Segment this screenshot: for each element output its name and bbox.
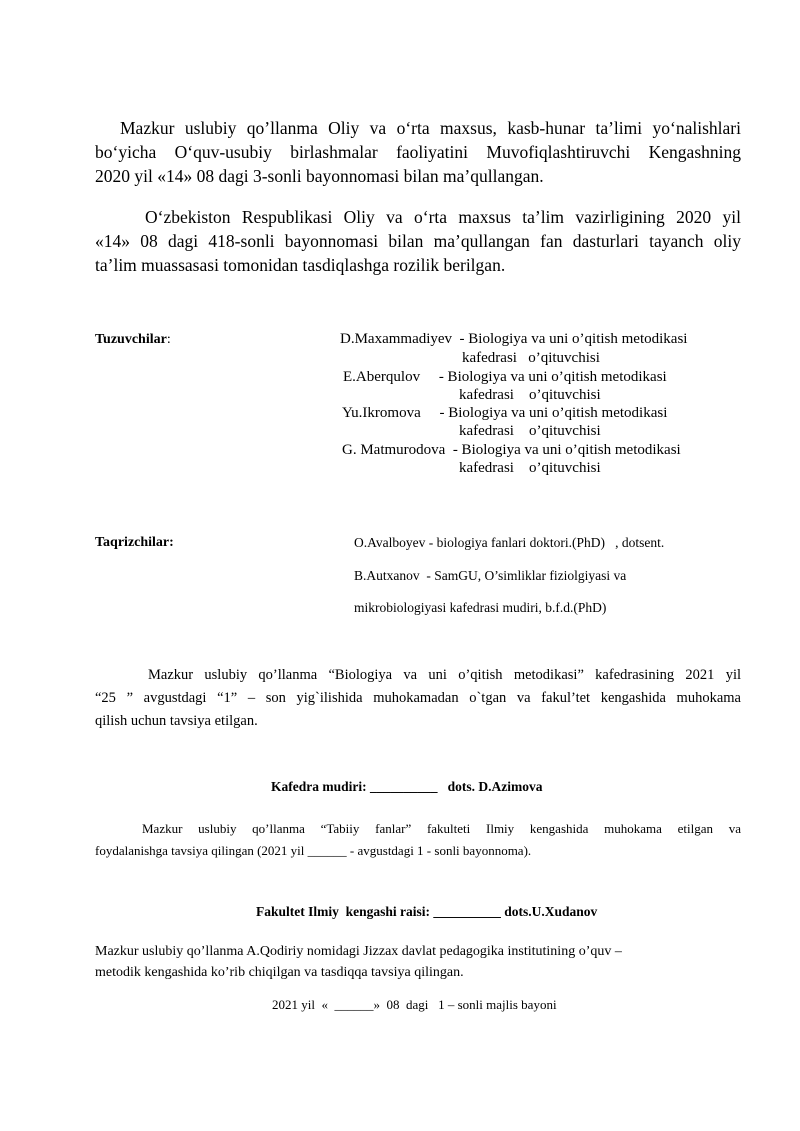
- minutes-year: 2021 yil «: [272, 997, 335, 1012]
- approval-1-line-2: bo‘yicha O‘quv-usubiy birlashmalar faoliyatini Muvofiqlashtiruvchi Kengashning: [95, 142, 741, 162]
- author-4-name: G. Matmurodova - Biologiya va uni o’qitish metodikasi: [342, 442, 681, 458]
- faculty-discussion-line-2-end: - avgustdagi 1 - sonli bayonnoma).: [346, 843, 532, 858]
- author-1-dept: kafedrasi o’qituvchisi: [462, 350, 600, 366]
- head-of-department-signature-line: [271, 779, 543, 795]
- faculty-discussion-line-1: Mazkur uslubiy qo’llanma “Tabiiy fanlar” fakulteti Ilmiy kengashida muhokama etilgan va: [142, 821, 741, 836]
- author-2-name: E.Aberqulov - Biologiya va uni o’qitish metodikasi: [343, 369, 667, 385]
- faculty-chair-label: Fakultet Ilmiy kengashi raisi:: [256, 904, 434, 919]
- institute-approval-line-2: metodik kengashida ko’rib chiqilgan va tasdiqqa tavsiya qilingan.: [95, 965, 464, 980]
- department-discussion-line-2: “25 ” avgustdagi “1” – son yig`ilishida muhokamadan o`tgan va fakul’tet kengashida muhokama: [95, 690, 741, 706]
- authors-label: [95, 332, 171, 348]
- authors-label-text: Tuzuvchilar: [95, 332, 167, 347]
- faculty-discussion-line-2-start: foydalanishga tavsiya qilingan (2021 yil: [95, 843, 308, 858]
- department-discussion-paragraph: [95, 664, 741, 733]
- minutes-day-blank: ______: [334, 997, 374, 1012]
- author-3-name: Yu.Ikromova - Biologiya va uni o’qitish metodikasi: [342, 405, 668, 421]
- faculty-discussion-line-2: [95, 840, 741, 862]
- approval-2-line-2: «14» 08 dagi 418-sonli bayonnomasi bilan ma’qullangan fan dasturlari tayanch oliy: [95, 231, 741, 251]
- department-discussion-line-1: Mazkur uslubiy qo’llanma “Biologiya va uni o’qitish metodikasi” kafedrasining 2021 yil: [148, 667, 741, 683]
- minutes-rest: » 08 dagi 1 – sonli majlis bayoni: [373, 997, 557, 1012]
- reviewer-1: O.Avalboyev - biologiya fanlari doktori.(PhD) , dotsent.: [354, 535, 665, 550]
- author-1-name: D.Maxammadiyev - Biologiya va uni o’qitish metodikasi: [340, 331, 688, 347]
- reviewers-label: Taqrizchilar:: [95, 535, 174, 550]
- approval-1-line-3: 2020 yil «14» 08 dagi 3-sonli bayonnomasi bilan ma’qullangan.: [95, 166, 544, 186]
- institute-approval-line-1: Mazkur uslubiy qo’llanma A.Qodiriy nomidagi Jizzax davlat pedagogika institutining o’quv –: [95, 944, 622, 959]
- author-3-dept: kafedrasi o’qituvchisi: [459, 423, 601, 439]
- faculty-discussion-date-blank: ______: [307, 843, 347, 858]
- authors-label-colon: :: [166, 332, 171, 347]
- institute-approval-paragraph: [95, 941, 741, 983]
- faculty-discussion-paragraph: [95, 818, 741, 862]
- approval-paragraph-2: [95, 205, 741, 277]
- author-4-dept: kafedrasi o’qituvchisi: [459, 460, 601, 476]
- author-2-dept: kafedrasi o’qituvchisi: [459, 387, 601, 403]
- head-of-department-label: Kafedra mudiri:: [271, 779, 370, 794]
- head-of-department-signature-blank: __________: [370, 779, 438, 794]
- approval-paragraph-1: [95, 116, 741, 188]
- approval-2-line-3: ta’lim muassasasi tomonidan tasdiqlashga rozilik berilgan.: [95, 255, 506, 275]
- approval-2-line-1: O‘zbekiston Respublikasi Oliy va o‘rta maxsus ta’lim vazirligining 2020 yil: [145, 207, 741, 227]
- reviewer-2-continued: mikrobiologiyasi kafedrasi mudiri, b.f.d.(PhD): [354, 600, 607, 615]
- approval-1-line-1: Mazkur uslubiy qo’llanma Oliy va o‘rta maxsus, kasb-hunar ta’limi yo‘nalishlari: [120, 118, 741, 138]
- head-of-department-name: dots. D.Azimova: [437, 779, 543, 794]
- faculty-chair-signature-blank: __________: [433, 904, 501, 919]
- department-discussion-line-3: qilish uchun tavsiya etilgan.: [95, 713, 258, 729]
- faculty-chair-name: dots.U.Xudanov: [500, 904, 598, 919]
- minutes-line: [272, 997, 557, 1013]
- faculty-chair-signature-line: [256, 904, 597, 920]
- reviewer-2: B.Autxanov - SamGU, O’simliklar fiziolgiyasi va: [354, 568, 627, 583]
